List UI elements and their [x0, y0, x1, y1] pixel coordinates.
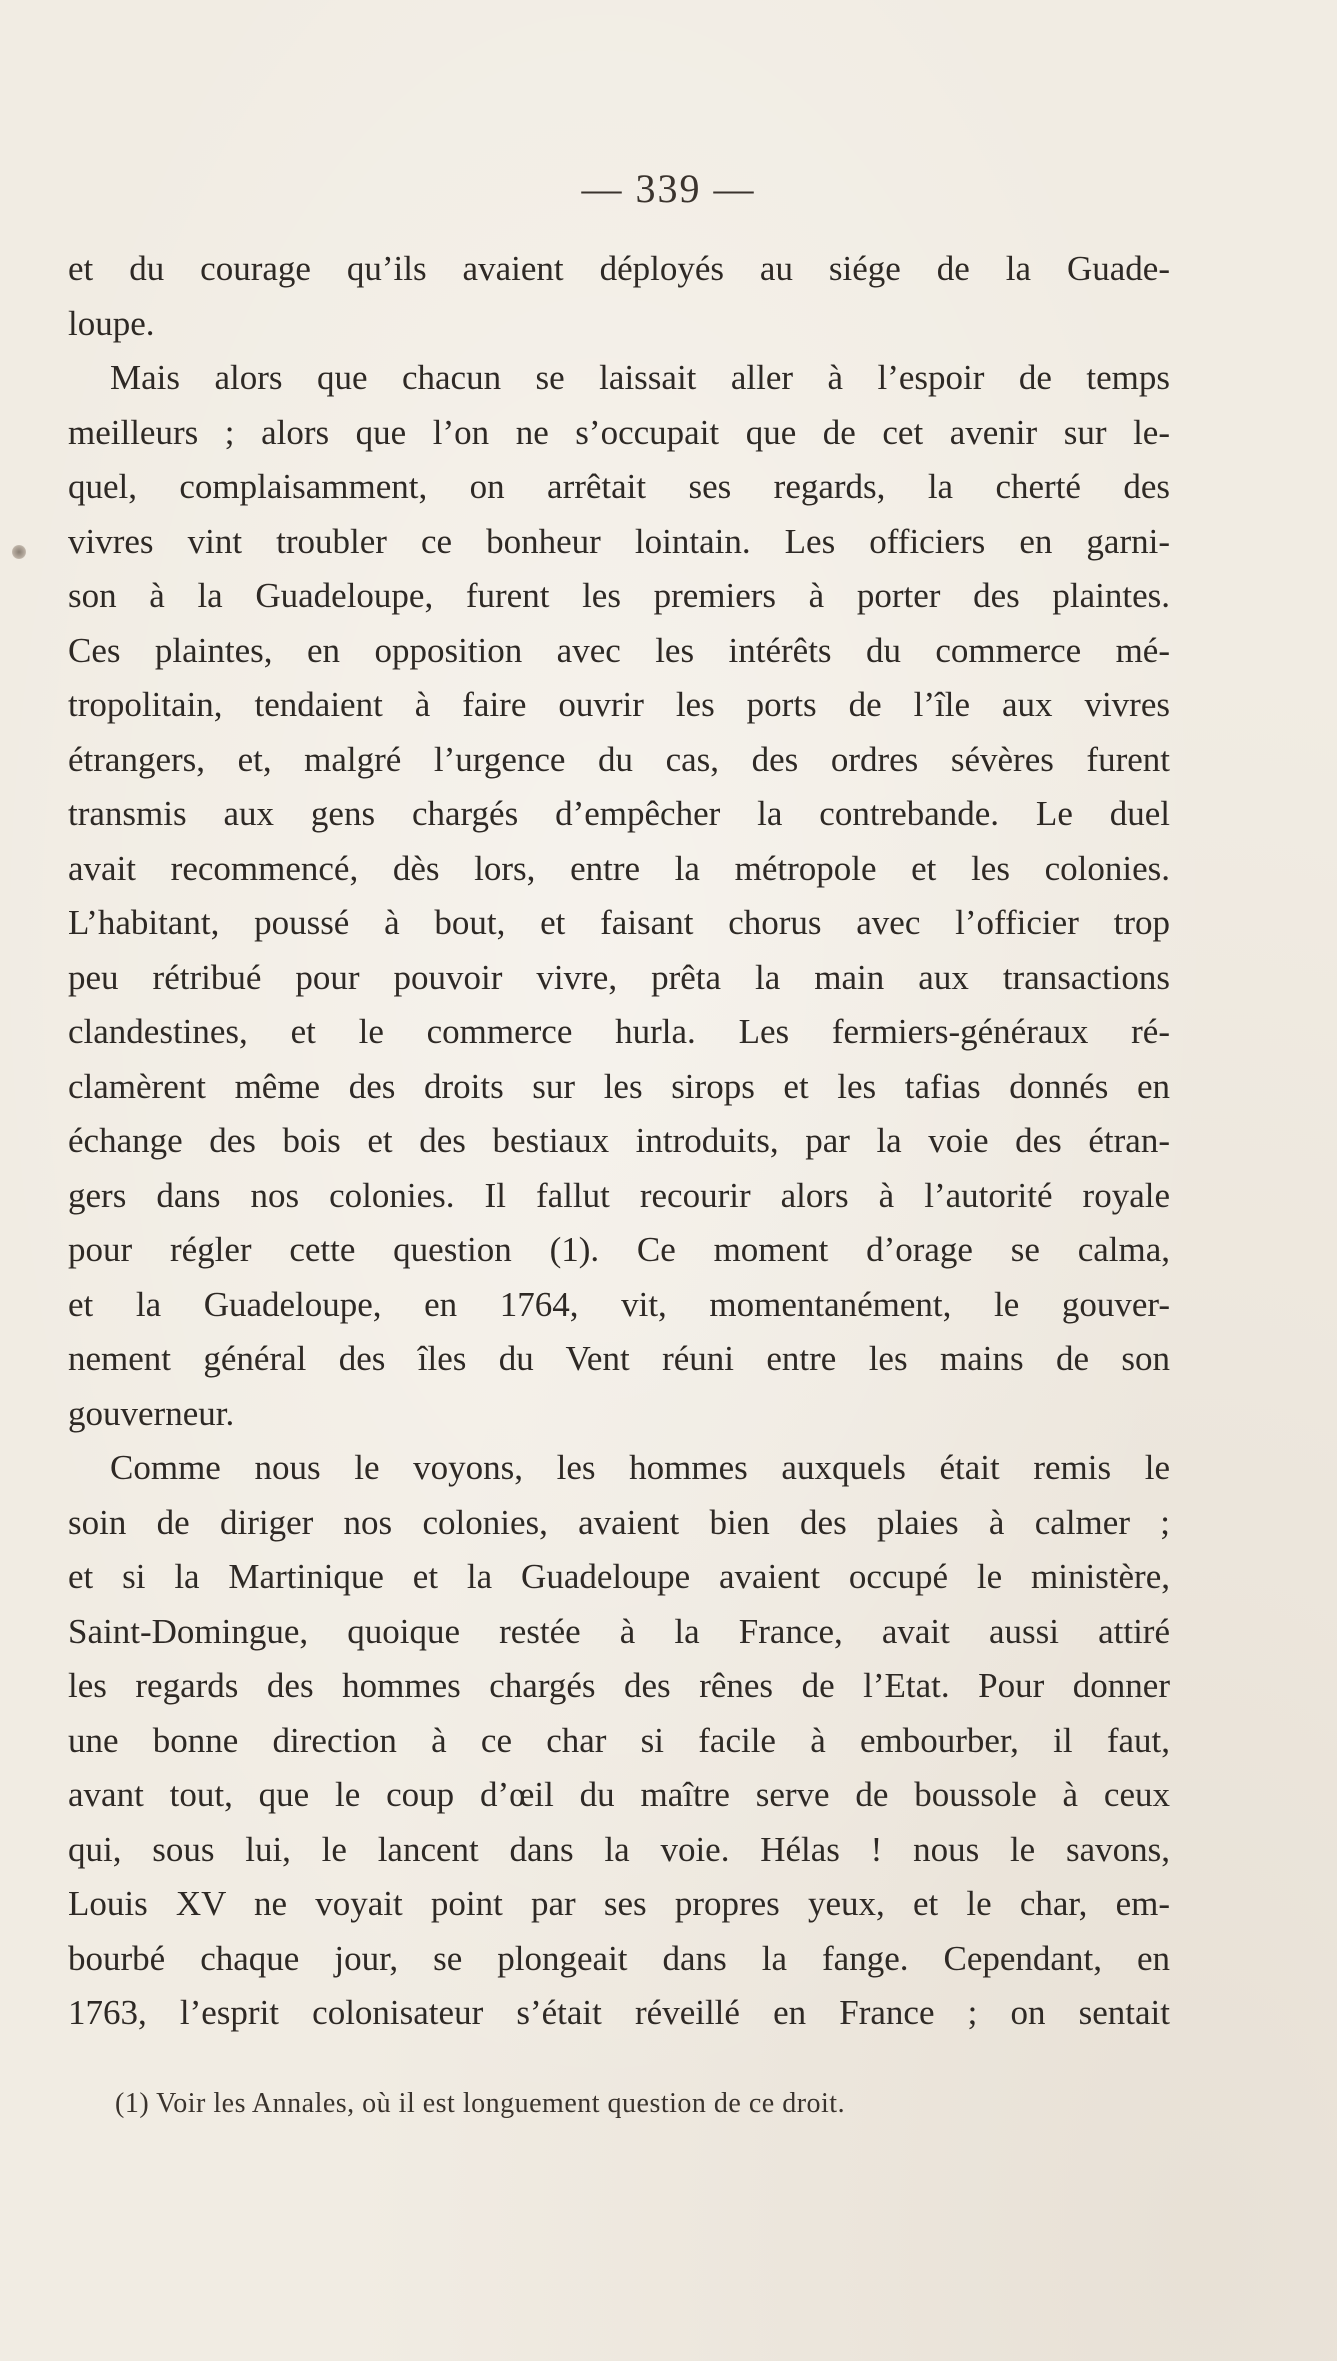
- text-line: gers dans nos colonies. Il fallut recourir alors à l’autorité royale: [68, 1175, 1170, 1215]
- text-line: les regards des hommes chargés des rênes de l’Etat. Pour donner: [68, 1666, 1170, 1705]
- text-line: et si la Martinique et la Guadeloupe avaient occupé le ministère,: [68, 1557, 1170, 1596]
- text-line: qui, sous lui, le lancent dans la voie. Hélas ! nous le savons,: [68, 1829, 1170, 1869]
- text-line: Comme nous le voyons, les hommes auxquels était remis le: [110, 1448, 1170, 1487]
- text-line: L’habitant, poussé à bout, et faisant chorus avec l’officier trop: [68, 903, 1170, 942]
- text-line: et du courage qu’ils avaient déployés au siége de la Guade-: [68, 249, 1170, 288]
- text-line: vivres vint troubler ce bonheur lointain. Les officiers en garni-: [68, 521, 1170, 561]
- text-line: peu rétribué pour pouvoir vivre, prêta la main aux transactions: [68, 957, 1170, 997]
- text-line: et la Guadeloupe, en 1764, vit, momentanément, le gouver-: [68, 1284, 1170, 1324]
- text-line: meilleurs ; alors que l’on ne s’occupait que de cet avenir sur le-: [68, 412, 1170, 452]
- text-line: étrangers, et, malgré l’urgence du cas, des ordres sévères furent: [68, 739, 1170, 779]
- text-line: échange des bois et des bestiaux introduits, par la voie des étran-: [68, 1121, 1170, 1160]
- text-line: Louis XV ne voyait point par ses propres yeux, et le char, em-: [68, 1884, 1170, 1923]
- body-text: [68, 242, 1170, 2041]
- footnote: (1) Voir les Annales, où il est longuement question de ce droit.: [115, 2088, 846, 2119]
- text-line: pour régler cette question (1). Ce moment d’orage se calma,: [68, 1230, 1170, 1269]
- text-line: nement général des îles du Vent réuni entre les mains de son: [68, 1339, 1170, 1378]
- text-line: Ces plaintes, en opposition avec les intérêts du commerce mé-: [68, 630, 1170, 670]
- text-line: avant tout, que le coup d’œil du maître serve de boussole à ceux: [68, 1775, 1170, 1814]
- ink-spot: [12, 545, 26, 559]
- text-line: Saint-Domingue, quoique restée à la France, avait aussi attiré: [68, 1611, 1170, 1651]
- text-line: loupe.: [68, 303, 155, 343]
- text-line: 1763, l’esprit colonisateur s’était réveillé en France ; on sentait: [68, 1993, 1170, 2032]
- text-line: clandestines, et le commerce hurla. Les fermiers-généraux ré-: [68, 1012, 1170, 1051]
- text-line: avait recommencé, dès lors, entre la métropole et les colonies.: [68, 848, 1170, 888]
- text-line: son à la Guadeloupe, furent les premiers à porter des plaintes.: [68, 576, 1170, 615]
- text-line: quel, complaisamment, on arrêtait ses regards, la cherté des: [68, 467, 1170, 506]
- text-line: tropolitain, tendaient à faire ouvrir les ports de l’île aux vivres: [68, 685, 1170, 724]
- text-line: Mais alors que chacun se laissait aller à l’espoir de temps: [110, 358, 1170, 397]
- text-line: transmis aux gens chargés d’empêcher la contrebande. Le duel: [68, 794, 1170, 833]
- page-number: — 339 —: [581, 166, 756, 211]
- text-line: bourbé chaque jour, se plongeait dans la fange. Cependant, en: [68, 1938, 1170, 1978]
- text-line: gouverneur.: [68, 1393, 235, 1433]
- text-line: clamèrent même des droits sur les sirops et les tafias donnés en: [68, 1066, 1170, 1106]
- text-line: soin de diriger nos colonies, avaient bien des plaies à calmer ;: [68, 1502, 1170, 1542]
- text-line: une bonne direction à ce char si facile à embourber, il faut,: [68, 1720, 1170, 1760]
